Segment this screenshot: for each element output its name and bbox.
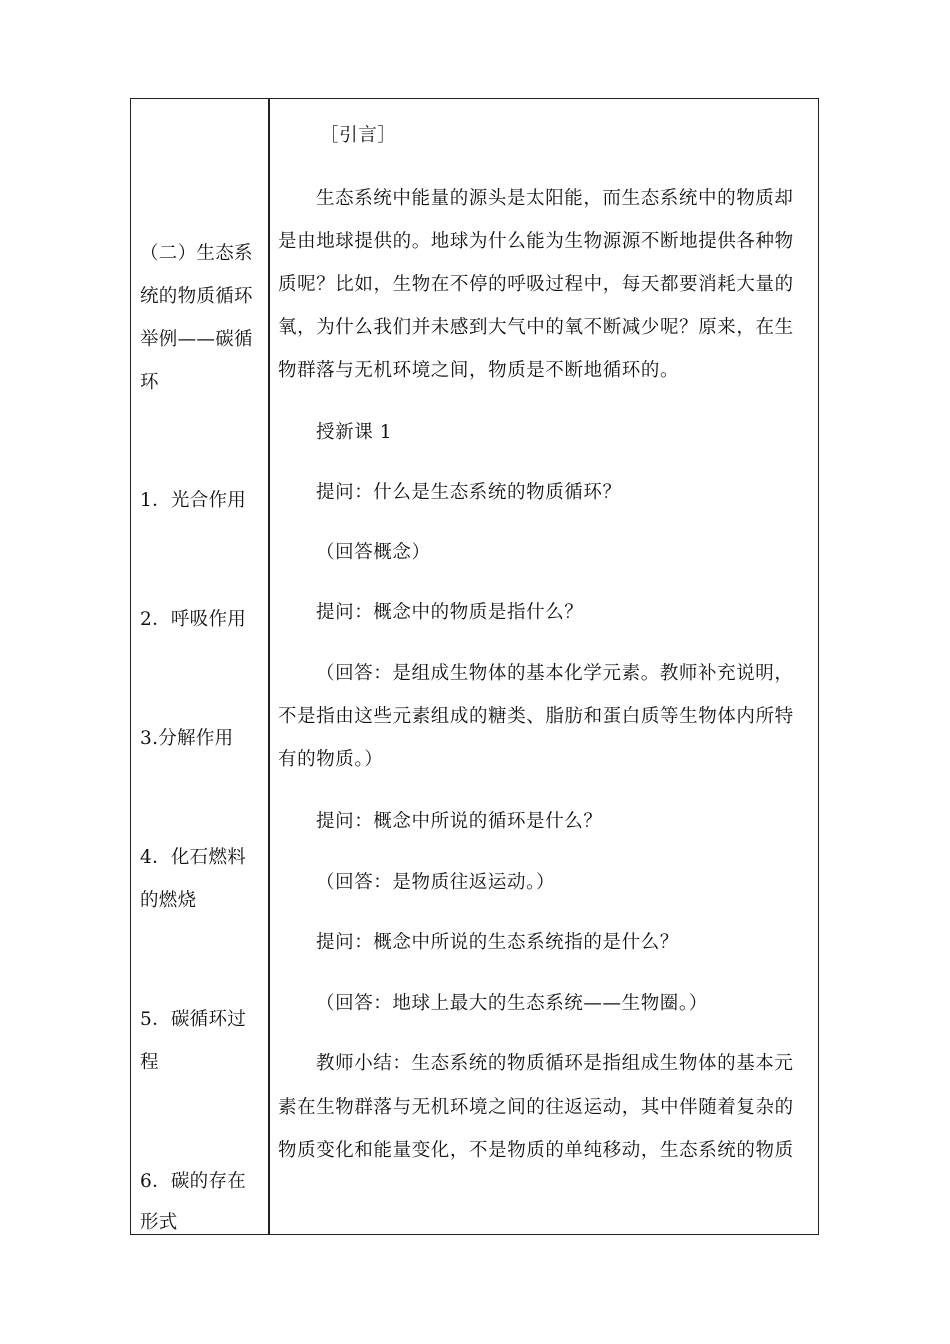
outline-item: 5．碳循环过 [140, 1009, 247, 1030]
intro-paragraph-line: 是由地球提供的。地球为什么能为生物源源不断地提供各种物 [278, 231, 794, 252]
outline-item: 3.分解作用 [140, 728, 234, 749]
section-title-line: （二）生态系 [140, 243, 253, 264]
intro-paragraph-line: 质呢？比如，生物在不停的呼吸过程中，每天都要消耗大量的 [278, 274, 794, 295]
answer: （回答：是物质往返运动。） [316, 872, 556, 893]
question: 提问：概念中所说的循环是什么？ [316, 811, 603, 832]
outline-item: 形式 [140, 1212, 178, 1233]
question: 提问：概念中的物质是指什么？ [316, 602, 584, 623]
section-title-line: 环 [140, 372, 159, 393]
answer-line: 有的物质。） [278, 749, 384, 770]
intro-paragraph-line: 物群落与无机环境之间，物质是不断地循环的。 [278, 360, 680, 381]
intro-heading: ［引言］ [320, 125, 397, 146]
answer-line: （回答：是组成生物体的基本化学元素。教师补充说明， [316, 663, 794, 684]
outline-item: 程 [140, 1052, 159, 1073]
section-title-line: 举例——碳循 [140, 329, 253, 350]
outline-item: 2．呼吸作用 [140, 609, 247, 630]
intro-paragraph-line: 氧，为什么我们并未感到大气中的氧不断减少呢？原来，在生 [278, 317, 794, 338]
outline-item: 6．碳的存在 [140, 1171, 247, 1192]
outline-item: 1．光合作用 [140, 490, 247, 511]
answer-line: 不是指由这些元素组成的糖类、脂肪和蛋白质等生物体内所特 [278, 706, 794, 727]
column-divider [268, 98, 270, 1235]
lesson-heading: 授新课 1 [316, 422, 393, 443]
answer: （回答概念） [316, 542, 431, 563]
summary-line: 物质变化和能量变化，不是物质的单纯移动，生态系统的物质 [278, 1140, 794, 1161]
summary-line: 素在生物群落与无机环境之间的往返运动，其中伴随着复杂的 [278, 1097, 794, 1118]
outline-item: 的燃烧 [140, 890, 197, 911]
section-title-line: 统的物质循环 [140, 286, 253, 307]
question: 提问：什么是生态系统的物质循环？ [316, 482, 622, 503]
summary-line: 教师小结：生态系统的物质循环是指组成生物体的基本元 [316, 1053, 794, 1074]
intro-paragraph-line: 生态系统中能量的源头是太阳能，而生态系统中的物质却 [316, 188, 794, 209]
outline-item: 4．化石燃料 [140, 847, 247, 868]
answer: （回答：地球上最大的生态系统——生物圈。） [316, 993, 708, 1014]
question: 提问：概念中所说的生态系统指的是什么？ [316, 932, 679, 953]
